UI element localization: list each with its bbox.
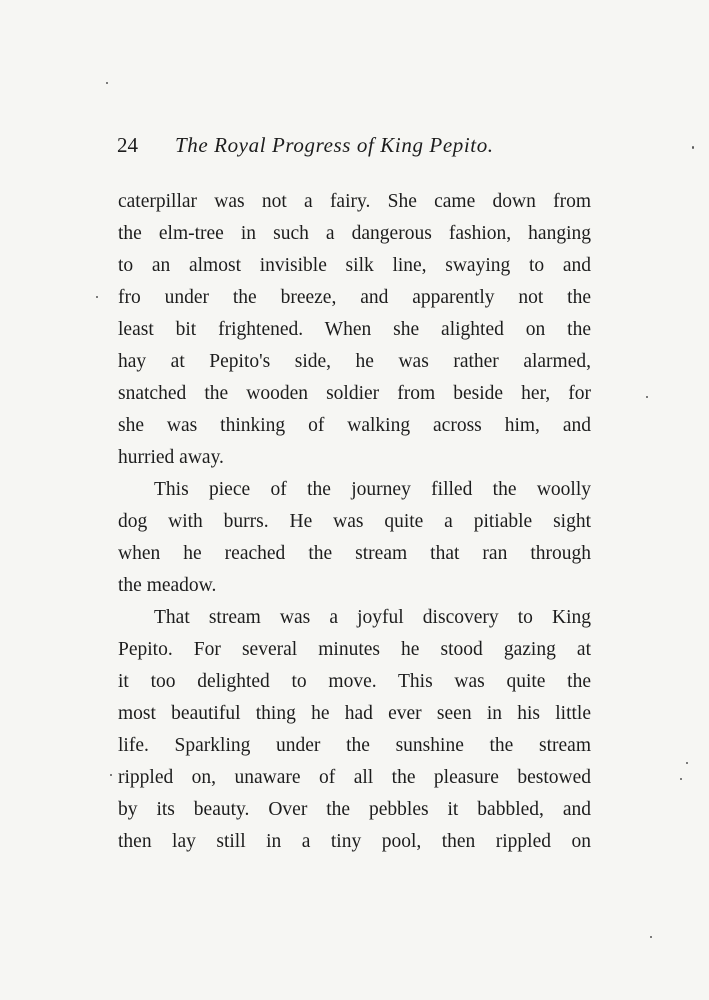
scan-speck (96, 296, 98, 298)
text-line: fro under the breeze, and apparently not the (118, 287, 591, 308)
body-text (118, 186, 591, 858)
text-line: Pepito. For several minutes he stood gazing at (118, 639, 591, 660)
text-line: most beautiful thing he had ever seen in his little (118, 703, 591, 724)
text-line: hay at Pepito's side, he was rather alarmed, (118, 351, 591, 372)
paragraph-3 (118, 602, 591, 858)
running-title: The Royal Progress of King Pepito. (175, 133, 494, 157)
text-line: the meadow. (118, 575, 217, 596)
paragraph-2 (118, 474, 591, 602)
paragraph-1 (118, 186, 591, 474)
text-line: least bit frightened. When she alighted on the (118, 319, 591, 340)
page-number: 24 (117, 133, 138, 157)
text-line: then lay still in a tiny pool, then rippled on (118, 831, 591, 852)
text-line: caterpillar was not a fairy. She came down from (118, 191, 591, 212)
scan-speck (110, 774, 112, 776)
text-line: This piece of the journey filled the woolly (154, 479, 591, 500)
text-line: to an almost invisible silk line, swaying to and (118, 255, 591, 276)
running-head (117, 130, 542, 160)
text-line: hurried away. (118, 447, 224, 468)
text-line: dog with burrs. He was quite a pitiable sight (118, 511, 591, 532)
text-line: when he reached the stream that ran through (118, 543, 591, 564)
scan-speck (686, 762, 688, 764)
text-line: life. Sparkling under the sunshine the stream (118, 735, 591, 756)
text-line: rippled on, unaware of all the pleasure bestowed (118, 767, 591, 788)
text-line: the elm-tree in such a dangerous fashion, hanging (118, 223, 591, 244)
scan-speck (646, 396, 648, 398)
text-line: by its beauty. Over the pebbles it babbled, and (118, 799, 591, 820)
scan-speck (680, 778, 682, 780)
text-line: she was thinking of walking across him, and (118, 415, 591, 436)
scan-speck (106, 82, 108, 84)
scan-speck (650, 936, 652, 938)
text-line: snatched the wooden soldier from beside her, for (118, 383, 591, 404)
text-line: That stream was a joyful discovery to King (154, 607, 591, 628)
scan-speck (692, 146, 694, 149)
text-line: it too delighted to move. This was quite the (118, 671, 591, 692)
